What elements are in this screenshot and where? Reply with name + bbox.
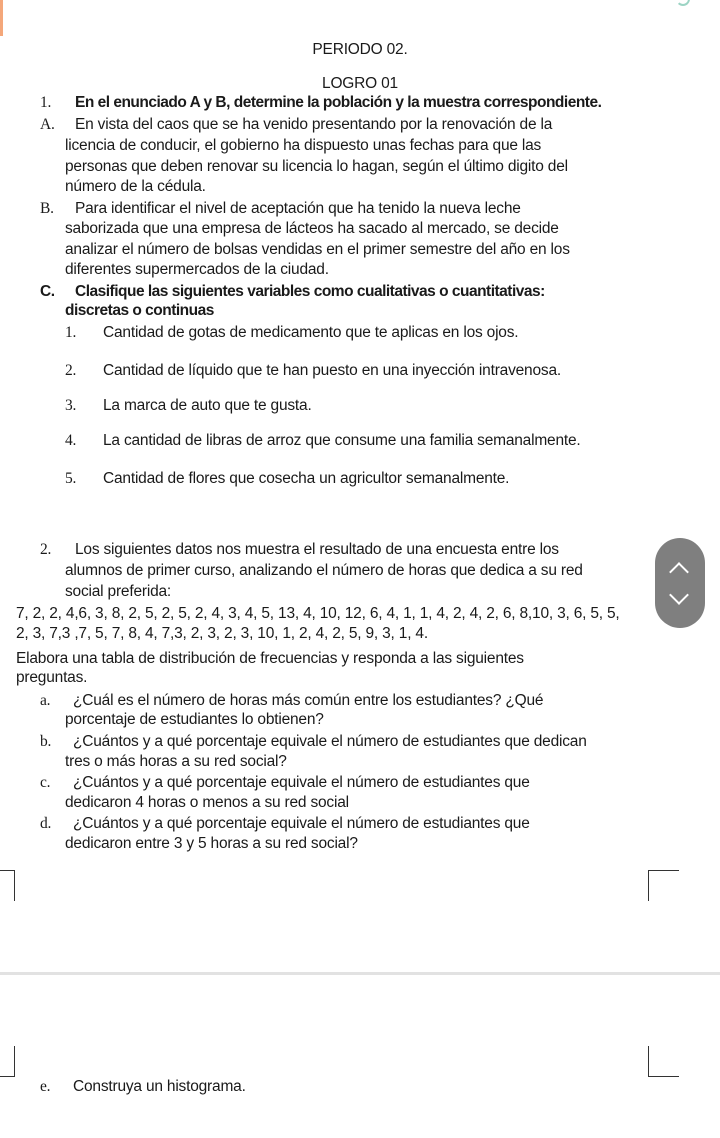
q2-line: social preferida: [65,583,172,600]
q1-a-label: A. [40,116,55,133]
crop-corner-top-left [0,870,15,901]
q2-item-letter: b. [40,733,52,750]
c-item-number: 2. [65,362,77,379]
q2-item-letter: d. [40,815,52,832]
q1-a-line: licencia de conducir, el gobierno ha dispuesto unas fechas para que las [65,137,542,154]
c-item-text: La marca de auto que te gusta. [103,397,312,414]
q1-number: 1. [40,94,52,111]
q2-item-line: ¿Cuántos y a qué porcentaje equivale el número de estudiantes que [73,774,530,791]
q1-a-line: personas que deben renovar su licencia lo hagan, según el último digito del [65,158,568,175]
page-scroll-control[interactable] [655,538,705,628]
q2-instruction: preguntas. [16,669,88,686]
q2-item-line: dedicaron 4 horas o menos a su red social [65,794,349,811]
q2-item-line: ¿Cuál es el número de horas más común entre los estudiantes? ¿Qué [73,692,544,709]
logro-heading: LOGRO 01 [322,75,398,92]
c-item-text: Cantidad de flores que cosecha un agricultor semanalmente. [103,470,510,487]
c-item-text: Cantidad de líquido que te han puesto en una inyección intravenosa. [103,362,561,379]
q1-b-label: B. [40,200,54,217]
q1-text: En el enunciado A y B, determine la población y la muestra correspondiente. [75,94,602,111]
q2-item-line: ¿Cuántos y a qué porcentaje equivale el número de estudiantes que [73,815,530,832]
loading-indicator [676,0,690,6]
q2-data-line: 2, 3, 7,3 ,7, 5, 7, 8, 4, 7,3, 2, 3, 2, 3, 10, 1, 2, 4, 2, 5, 9, 3, 1, 4. [16,625,428,642]
q2-item-line: dedicaron entre 3 y 5 horas a su red social? [65,835,358,852]
q1-c-line: discretas o continuas [65,302,214,319]
q1-a-line: número de la cédula. [65,178,206,195]
crop-corner-bottom-right [648,1046,679,1077]
q2-line: Los siguientes datos nos muestra el resultado de una encuesta entre los [75,541,559,558]
q1-a-line: En vista del caos que se ha venido presentando por la renovación de la [75,116,553,133]
q2-item-line: porcentaje de estudiantes lo obtienen? [65,711,324,728]
q1-b-line: Para identificar el nivel de aceptación que ha tenido la nueva leche [75,200,521,217]
q2-item-letter: e. [40,1078,51,1095]
q2-number: 2. [40,541,52,558]
q2-item-letter: c. [40,774,51,791]
accent-bar [0,0,3,36]
chevron-down-icon[interactable] [669,585,689,605]
q2-item-line: ¿Cuántos y a qué porcentaje equivale el número de estudiantes que dedican [73,733,587,750]
q2-item-line: Construya un histograma. [73,1078,246,1095]
period-heading: PERIODO 02. [312,41,408,58]
c-item-text: La cantidad de libras de arroz que consume una familia semanalmente. [103,432,581,449]
crop-corner-top-right [648,870,679,901]
q1-c-label: C. [40,283,55,300]
q2-line: alumnos de primer curso, analizando el número de horas que dedica a su red [65,562,583,579]
chevron-up-icon[interactable] [669,562,689,582]
c-item-number: 5. [65,470,77,487]
q1-b-line: saborizada que una empresa de lácteos ha sacado al mercado, se decide [65,220,559,237]
c-item-number: 4. [65,432,77,449]
page-divider [0,972,720,975]
c-item-text: Cantidad de gotas de medicamento que te aplicas en los ojos. [103,324,519,341]
q2-instruction: Elabora una tabla de distribución de frecuencias y responda a las siguientes [16,650,524,667]
c-item-number: 1. [65,324,77,341]
q2-item-letter: a. [40,692,51,709]
q1-b-line: diferentes supermercados de la ciudad. [65,261,329,278]
q2-item-line: tres o más horas a su red social? [65,753,287,770]
q2-data-line: 7, 2, 2, 4,6, 3, 8, 2, 5, 2, 5, 2, 4, 3, 4, 5, 13, 4, 10, 12, 6, 4, 1, 1, 4, 2, 4, 2, 6, 8,10, 3, 6, 5, 5, [16,605,620,622]
q1-c-line: Clasifique las siguientes variables como cualitativas o cuantitativas: [75,283,545,300]
c-item-number: 3. [65,397,77,414]
q1-b-line: analizar el número de bolsas vendidas en el primer semestre del año en los [65,241,570,258]
crop-corner-bottom-left [0,1046,15,1077]
